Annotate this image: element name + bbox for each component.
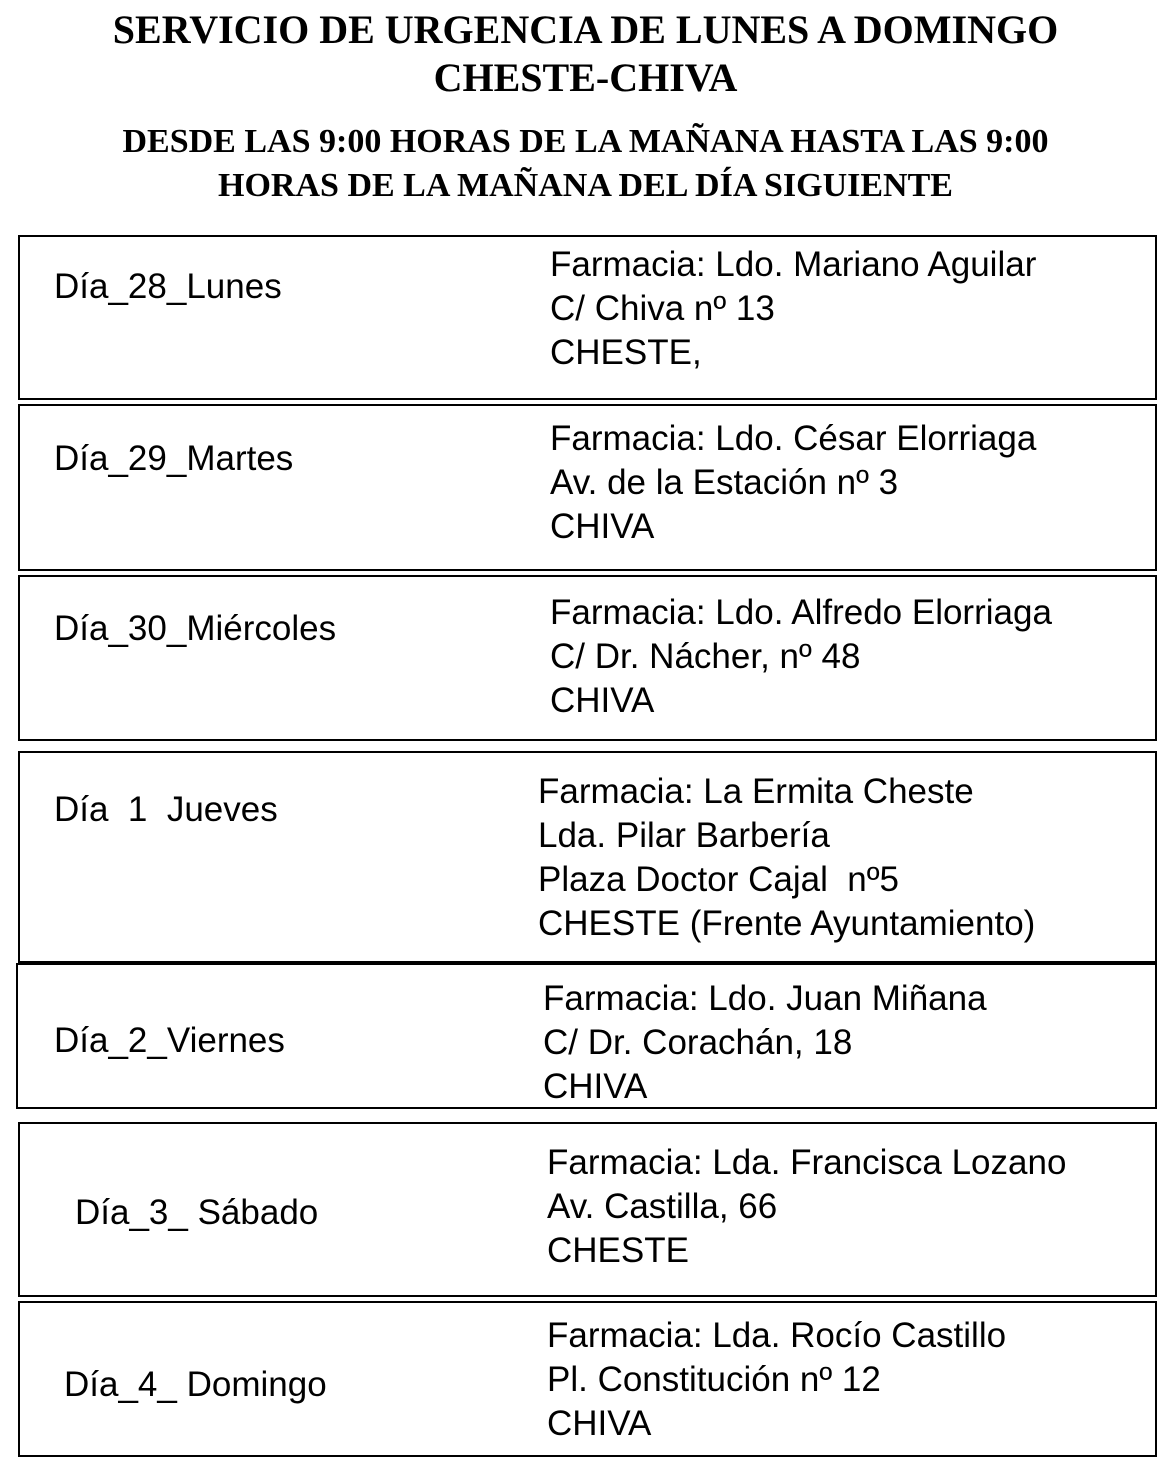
pharmacy-info — [547, 1141, 1066, 1273]
duty-day: Día_2_Viernes — [54, 1021, 285, 1060]
schedule-subtitle-line1: DESDE LAS 9:00 HORAS DE LA MAÑANA HASTA LAS 9:00 — [122, 123, 1049, 160]
pharmacy-town: CHESTE, — [550, 333, 702, 372]
duty-day: Día_4_ Domingo — [64, 1365, 327, 1404]
duty-day: Día_29_Martes — [54, 439, 294, 478]
duty-day: Día_28_Lunes — [54, 267, 282, 306]
pharmacy-address: C/ Dr. Corachán, 18 — [543, 1023, 853, 1062]
pharmacist-name: Lda. Pilar Barbería — [538, 816, 830, 855]
pharmacy-name: Farmacia: Ldo. Juan Miñana — [543, 979, 987, 1018]
pharmacy-info — [543, 977, 987, 1109]
pharmacy-info — [550, 417, 1036, 549]
pharmacy-name: Farmacia: La Ermita Cheste — [538, 772, 974, 811]
pharmacy-info — [538, 770, 1035, 946]
page-title: SERVICIO DE URGENCIA DE LUNES A DOMINGO — [112, 7, 1059, 52]
pharmacy-address: Av. de la Estación nº 3 — [550, 463, 899, 502]
pharmacy-info — [550, 591, 1052, 723]
pharmacy-name: Farmacia: Ldo. Alfredo Elorriaga — [550, 593, 1052, 632]
pharmacy-address: Plaza Doctor Cajal nº5 — [538, 860, 900, 899]
duty-day: Día 1 Jueves — [54, 790, 278, 829]
schedule-subtitle-line2: HORAS DE LA MAÑANA DEL DÍA SIGUIENTE — [218, 167, 953, 204]
pharmacy-info — [547, 1314, 1006, 1446]
pharmacy-address: C/ Dr. Nácher, nº 48 — [550, 637, 861, 676]
pharmacy-address: C/ Chiva nº 13 — [550, 289, 775, 328]
pharmacy-name: Farmacia: Lda. Rocío Castillo — [547, 1316, 1007, 1355]
duty-day: Día_30_Miércoles — [54, 609, 337, 648]
pharmacy-town: CHIVA — [543, 1067, 648, 1106]
pharmacy-name: Farmacia: Lda. Francisca Lozano — [547, 1143, 1067, 1182]
pharmacy-address: Av. Castilla, 66 — [547, 1187, 778, 1226]
pharmacy-town: CHIVA — [550, 681, 655, 720]
pharmacy-town: CHIVA — [550, 507, 655, 546]
page-title-location: CHESTE-CHIVA — [433, 55, 738, 100]
pharmacy-town: CHESTE — [547, 1231, 689, 1270]
pharmacy-info — [550, 243, 1036, 375]
pharmacy-name: Farmacia: Ldo. Mariano Aguilar — [550, 245, 1037, 284]
pharmacy-address: Pl. Constitución nº 12 — [547, 1360, 881, 1399]
pharmacy-town: CHIVA — [547, 1404, 652, 1443]
pharmacy-town: CHESTE (Frente Ayuntamiento) — [538, 904, 1036, 943]
duty-day: Día_3_ Sábado — [75, 1193, 319, 1232]
pharmacy-name: Farmacia: Ldo. César Elorriaga — [550, 419, 1037, 458]
